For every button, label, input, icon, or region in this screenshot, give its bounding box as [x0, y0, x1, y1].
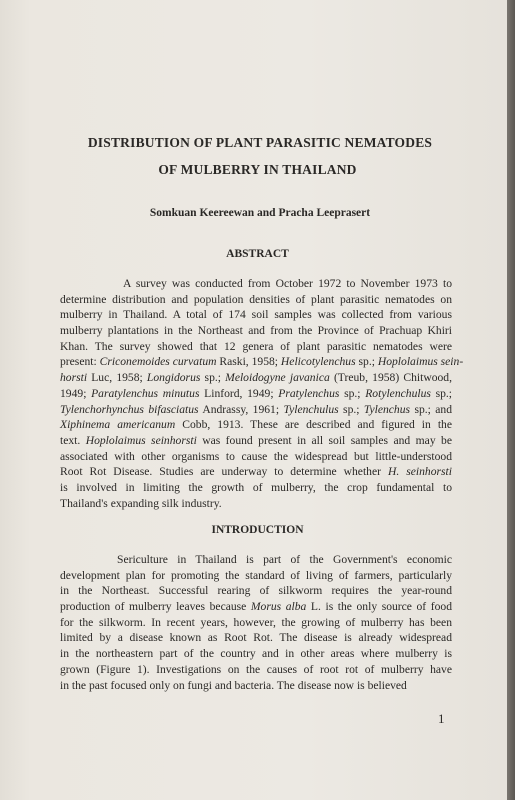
text-line: Root Rot Disease. Studies are underway to determine whether H. seinhorsti: [60, 465, 452, 479]
text-line: associated with other organisms to cause the widespread but little-understood: [60, 449, 452, 463]
authors: Somkuan Keereewan and Pracha Leeprasert: [149, 207, 371, 219]
text-line: in the Northeast. Successful rearing of silkworm requires the year-round: [60, 584, 452, 598]
text-line: mulberry plantations in the Northeast and from the Province of Prachuap Khiri: [60, 324, 452, 338]
text-line: mulberry in Thailand. A total of 174 soil samples was collected from various: [60, 308, 452, 322]
text-line: in the northeastern part of the country and in other areas where mulberry is: [60, 647, 452, 661]
text-line: horsti Luc, 1958; Longidorus sp.; Meloidogyne javanica (Treub, 1958) Chitwood,: [60, 371, 452, 385]
page-number: 1: [438, 711, 445, 726]
text-line: text. Hoplolaimus seinhorsti was found present in all soil samples and may be: [60, 433, 452, 447]
text-line: 1949; Paratylenchus minutus Linford, 1949; Pratylenchus sp.; Rotylenchulus sp.;: [60, 386, 453, 400]
text-line: Khan. The survey showed that 12 genera of plant parasitic nematodes were: [60, 339, 452, 353]
text-line: in the past focused only on fungi and bacteria. The disease now is believed: [60, 678, 407, 692]
text-line: development plan for promoting the standard of living of farmers, particularly: [60, 568, 452, 582]
text-line: Thailand's expanding silk industry.: [60, 496, 222, 510]
abstract-body: [60, 276, 464, 511]
text-line: Tylenchorhynchus bifasciatus Andrassy, 1961; Tylenchulus sp.; Tylenchus sp.; and: [60, 402, 453, 416]
text-line: is involved in limiting the growth of mulberry, the crop fundamental to: [60, 480, 452, 494]
text-line: A survey was conducted from October 1972 to November 1973 to: [123, 277, 452, 290]
text-line: Xiphinema americanum Cobb, 1913. These are described and figured in the: [60, 418, 452, 432]
abstract-heading: ABSTRACT: [226, 248, 289, 260]
text-line: limited by a disease known as Root Rot. The disease is already widespread: [60, 631, 452, 645]
text-line: determine distribution and population densities of plant parasitic nematodes on: [60, 292, 452, 306]
text-line: grown (Figure 1). Investigations on the causes of root rot of mulberry have: [60, 662, 452, 676]
title-line-2: OF MULBERRY IN THAILAND: [158, 162, 357, 177]
page-edge-shadow: [507, 0, 515, 800]
text-line: present: Criconemoides curvatum Raski, 1958; Helicotylenchus sp.; Hoplolaimus sein-: [60, 355, 464, 369]
introduction-heading: INTRODUCTION: [211, 524, 304, 536]
text-line: for the silkworm. In recent years, however, the growing of mulberry has been: [60, 615, 452, 629]
text-line: production of mulberry leaves because Morus alba L. is the only source of food: [60, 600, 452, 614]
title-line-1: DISTRIBUTION OF PLANT PARASITIC NEMATODES: [87, 135, 433, 150]
text-line: Sericulture in Thailand is part of the Government's economic: [117, 553, 452, 566]
introduction-body: [60, 552, 452, 693]
